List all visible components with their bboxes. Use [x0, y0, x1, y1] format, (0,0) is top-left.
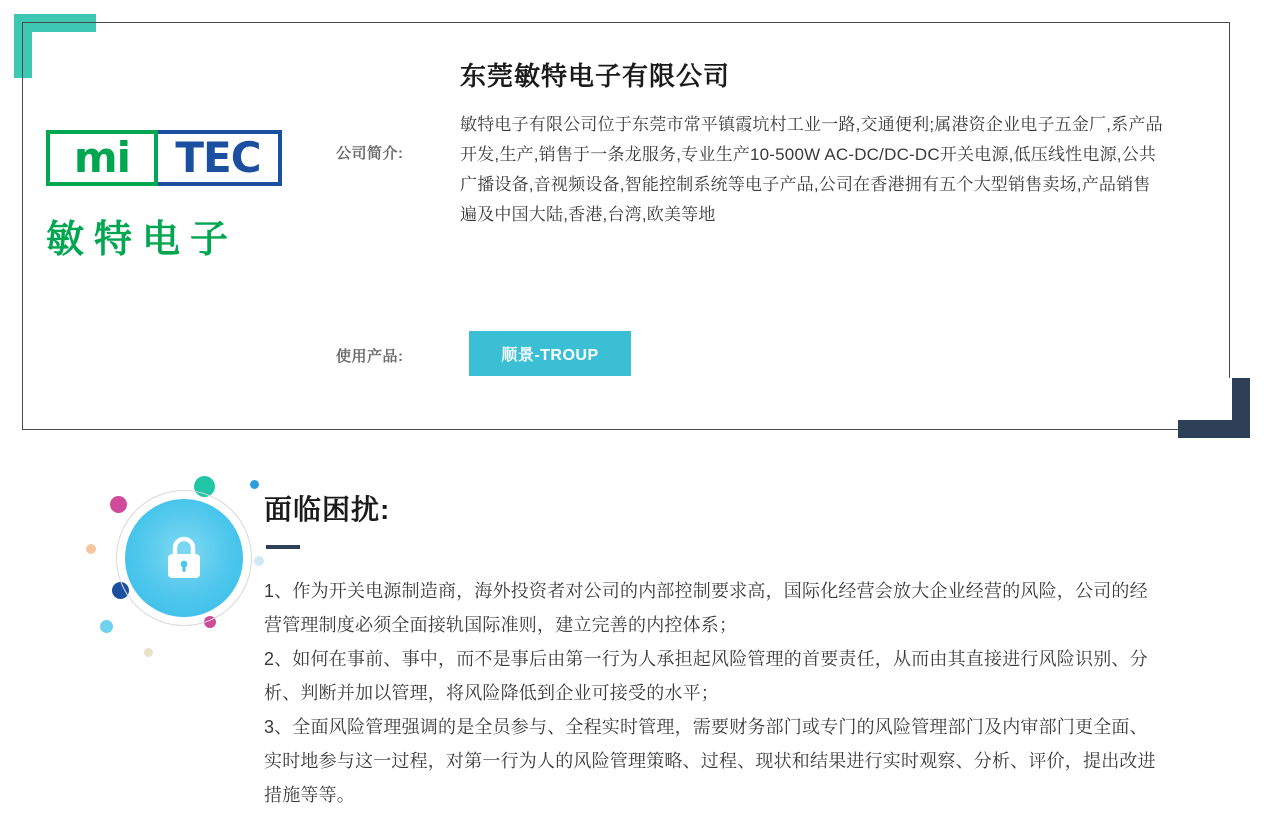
problem-section — [0, 452, 1264, 818]
company-logo — [46, 130, 296, 275]
problem-paragraph-3: 3、全面风险管理强调的是全员参与、全程实时管理，需要财务部门或专门的风险管理部门及内审部门更全面、实时地参与这一过程，对第一行为人的风险管理策略、过程、现状和结果进行实时观察、分析、评价，提出改进措施等等。 — [264, 717, 1156, 805]
product-used-label: 使用产品: — [336, 348, 404, 365]
problem-paragraph-2: 2、如何在事前、事中，而不是事后由第一行为人承担起风险管理的首要责任，从而由其直接进行风险识别、分析、判断并加以管理，将风险降低到企业可接受的水平； — [264, 649, 1148, 703]
problem-paragraph-1: 1、作为开关电源制造商，海外投资者对公司的内部控制要求高，国际化经营会放大企业经营的风险，公司的经营管理制度必须全面接轨国际准则，建立完善的内控体系； — [264, 581, 1148, 635]
title-underline — [266, 545, 300, 549]
logo-text-tec: TEC — [158, 130, 282, 186]
logo-chinese-name: 敏特电子 — [46, 217, 239, 261]
lock-badge-icon — [78, 472, 268, 642]
decorative-corner-bottom-right-inner — [1178, 378, 1232, 420]
logo-mark — [46, 130, 282, 186]
decorative-dot-paleblue — [254, 556, 264, 566]
problem-body — [264, 574, 1164, 812]
company-intro-text: 敏特电子有限公司位于东莞市常平镇霞坑村工业一路,交通便利;属港资企业电子五金厂,系产品开发,生产,销售于一条龙服务,专业生产10-500W AC-DC/DC-DC开关电源,低压线性电源,公共广播设备,音视频设备,智能控制系统等电子产品,公司在香港拥有五个大型销售卖场,产品销售遍及中国大陆,香港,台湾,欧美等地 — [460, 115, 1163, 224]
decorative-dot-pink — [110, 496, 127, 513]
page-title: 面临困扰: — [264, 494, 391, 525]
company-title: 东莞敏特电子有限公司 — [460, 61, 731, 91]
decorative-dot-lightblue — [100, 620, 113, 633]
logo-text-mi: mi — [46, 130, 158, 186]
company-intro-label: 公司简介: — [336, 145, 404, 162]
decorative-dot-peach — [86, 544, 96, 554]
padlock-icon — [165, 534, 203, 580]
decorative-dot-cream — [144, 648, 153, 657]
decorative-dot-blue — [250, 480, 259, 489]
product-used-badge: 顺景-TROUP — [469, 331, 631, 376]
